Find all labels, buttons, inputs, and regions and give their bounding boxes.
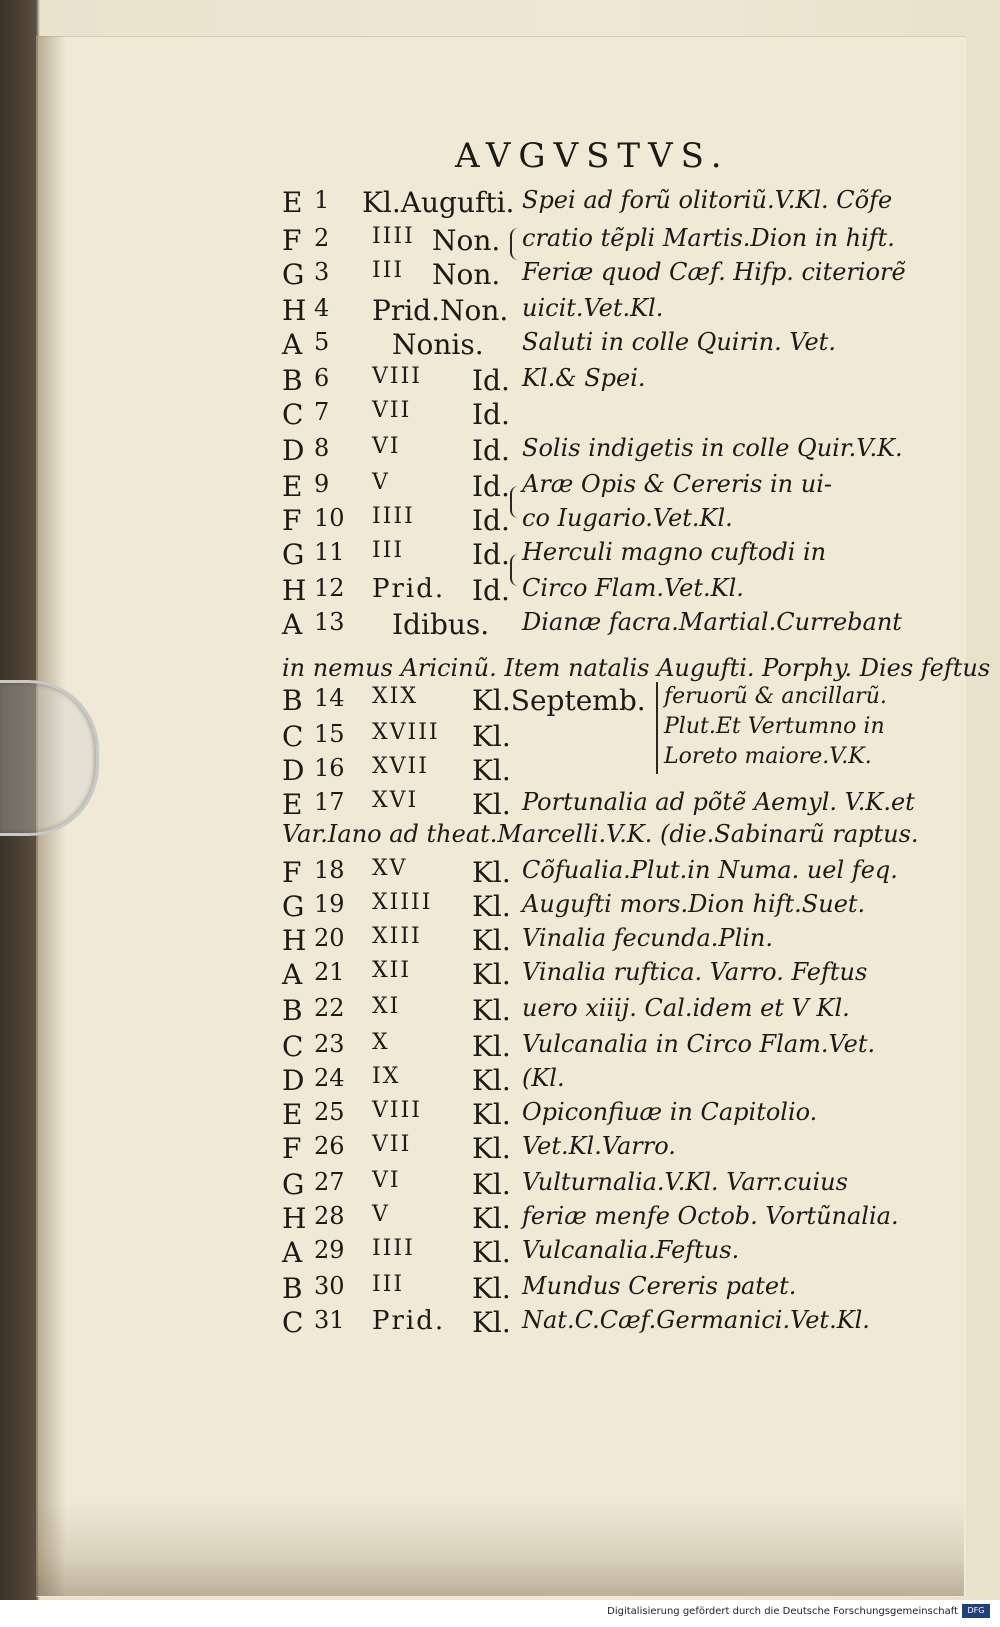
festival-note: Aræ Opis & Cereris in ui-	[522, 470, 832, 498]
roman-count: III	[372, 1272, 405, 1297]
dominical-letter: H	[282, 924, 307, 957]
day-number: 31	[314, 1306, 345, 1334]
day-number: 18	[314, 856, 345, 884]
festival-note: uero xiiij. Cal.idem et V Kl.	[522, 994, 850, 1022]
dominical-letter: B	[282, 1272, 303, 1305]
date-term: Kl.	[472, 1030, 511, 1063]
dominical-letter: F	[282, 856, 302, 889]
festival-note: Nat.C.Cæf.Germanici.Vet.Kl.	[522, 1306, 870, 1334]
day-number: 1	[314, 186, 330, 214]
date-term: Id.	[472, 504, 510, 537]
continuation-line-17: Var.Iano ad theat.Marcelli.V.K. (die.Sabinarũ raptus.	[282, 820, 919, 848]
date-term: Kl.Septemb.	[472, 684, 646, 717]
dominical-letter: H	[282, 294, 307, 327]
date-term: Kl.	[472, 890, 511, 923]
dominical-letter: C	[282, 1030, 304, 1063]
roman-count: VIII	[372, 364, 422, 389]
side-note-line: Loreto maiore.V.K.	[664, 744, 872, 769]
dominical-letter: C	[282, 720, 304, 753]
festival-note: co Iugario.Vet.Kl.	[522, 504, 733, 532]
date-term: Kl.	[472, 958, 511, 991]
roman-count: XI	[372, 994, 401, 1019]
roman-count: IIII	[372, 1236, 415, 1261]
festival-note: (Kl.	[522, 1064, 565, 1092]
day-number: 7	[314, 398, 330, 426]
roman-count: IX	[372, 1064, 401, 1089]
date-term: Kl.	[472, 1168, 511, 1201]
date-term: Kl.	[472, 1306, 511, 1339]
date-term: Kl.	[472, 788, 511, 821]
roman-count: XVI	[372, 788, 419, 813]
brace-mark	[510, 228, 520, 260]
dominical-letter: G	[282, 538, 305, 571]
festival-note: Solis indigetis in colle Quir.V.K.	[522, 434, 903, 462]
day-number: 30	[314, 1272, 345, 1300]
date-term: Non.	[432, 224, 501, 257]
day-number: 5	[314, 328, 330, 356]
date-term: Kl.	[472, 1098, 511, 1131]
day-number: 8	[314, 434, 330, 462]
day-number: 21	[314, 958, 345, 986]
date-term: Kl.	[472, 1236, 511, 1269]
date-term: Kl.	[472, 924, 511, 957]
brace-mark	[510, 554, 520, 586]
roman-count: IIII	[372, 224, 415, 249]
dominical-letter: E	[282, 1098, 303, 1131]
dominical-letter: E	[282, 186, 303, 219]
festival-note: Augufti mors.Dion hift.Suet.	[522, 890, 866, 918]
day-number: 3	[314, 258, 330, 286]
date-term: Id.	[472, 364, 510, 397]
date-term: Kl.	[472, 1064, 511, 1097]
roman-count: VIII	[372, 1098, 422, 1123]
festival-note: Dianæ facra.Martial.Currebant	[522, 608, 902, 636]
day-number: 10	[314, 504, 345, 532]
festival-note: Spei ad forũ olitoriũ.V.Kl. Cõfe	[522, 186, 893, 214]
roman-count: Prid.	[372, 574, 446, 604]
day-number: 19	[314, 890, 345, 918]
festival-note: Kl.& Spei.	[522, 364, 646, 392]
festival-note: cratio tẽpli Martis.Dion in hift.	[522, 224, 895, 252]
day-number: 4	[314, 294, 330, 322]
dominical-letter: F	[282, 504, 302, 537]
day-number: 11	[314, 538, 345, 566]
festival-note: Circo Flam.Vet.Kl.	[522, 574, 744, 602]
roman-count: V	[372, 470, 390, 495]
dominical-letter: E	[282, 788, 303, 821]
side-note-rule	[656, 682, 658, 774]
page-bottom-edge	[36, 1500, 964, 1596]
date-term: Id.	[472, 574, 510, 607]
roman-count: IIII	[372, 504, 415, 529]
continuation-line-13: in nemus Aricinũ. Item natalis Augufti. Porphy. Dies feftus	[282, 654, 991, 682]
roman-count: XIX	[372, 684, 419, 709]
dominical-letter: H	[282, 574, 307, 607]
roman-count: XV	[372, 856, 408, 881]
date-term: Nonis.	[392, 328, 484, 361]
roman-count: VI	[372, 434, 401, 459]
festival-note: Vulcanalia.Feftus.	[522, 1236, 740, 1264]
dominical-letter: F	[282, 1132, 302, 1165]
day-number: 17	[314, 788, 345, 816]
date-term: Kl.	[472, 856, 511, 889]
festival-note: Saluti in colle Quirin. Vet.	[522, 328, 836, 356]
dominical-letter: D	[282, 754, 305, 787]
festival-note: feriæ menfe Octob. Vortũnalia.	[522, 1202, 899, 1230]
dominical-letter: C	[282, 398, 304, 431]
date-term: Id.	[472, 434, 510, 467]
festival-note: Vulturnalia.V.Kl. Varr.cuius	[522, 1168, 848, 1196]
dominical-letter: C	[282, 1306, 304, 1339]
roman-count: Prid.	[372, 1306, 446, 1336]
dominical-letter: A	[282, 608, 303, 641]
date-term: Prid.Non.	[372, 294, 509, 327]
date-term: Kl.Augufti.	[362, 186, 515, 219]
day-number: 9	[314, 470, 330, 498]
festival-note: Vet.Kl.Varro.	[522, 1132, 676, 1160]
date-term: Kl.	[472, 994, 511, 1027]
day-number: 25	[314, 1098, 345, 1126]
roman-count: XII	[372, 958, 412, 983]
dominical-letter: E	[282, 470, 303, 503]
festival-note: Portunalia ad põtẽ Aemyl. V.K.et	[522, 788, 915, 816]
date-term: Kl.	[472, 1132, 511, 1165]
side-note-line: Plut.Et Vertumno in	[664, 714, 885, 739]
date-term: Kl.	[472, 1272, 511, 1305]
festival-note: uicit.Vet.Kl.	[522, 294, 664, 322]
dominical-letter: F	[282, 224, 302, 257]
roman-count: XVIII	[372, 720, 440, 745]
date-term: Kl.	[472, 1202, 511, 1235]
dominical-letter: D	[282, 1064, 305, 1097]
day-number: 22	[314, 994, 345, 1022]
festival-note: Vinalia fecunda.Plin.	[522, 924, 773, 952]
roman-count: XVII	[372, 754, 429, 779]
roman-count: VII	[372, 398, 412, 423]
festival-note: Opiconfiuæ in Capitolio.	[522, 1098, 818, 1126]
roman-count: X	[372, 1030, 390, 1055]
roman-count: VI	[372, 1168, 401, 1193]
day-number: 12	[314, 574, 345, 602]
date-term: Id.	[472, 398, 510, 431]
festival-note: Mundus Cereris patet.	[522, 1272, 797, 1300]
date-term: Non.	[432, 258, 501, 291]
dominical-letter: A	[282, 328, 303, 361]
day-number: 14	[314, 684, 345, 712]
dominical-letter: G	[282, 1168, 305, 1201]
date-term: Id.	[472, 538, 510, 571]
dfg-logo: DFG	[962, 1604, 990, 1618]
footer-credit: Digitalisierung gefördert durch die Deutsche Forschungsgemeinschaft	[607, 1606, 958, 1617]
festival-note: Cõfualia.Plut.in Numa. uel feq.	[522, 856, 898, 884]
day-number: 23	[314, 1030, 345, 1058]
side-note-line: feruorũ & ancillarũ.	[664, 684, 887, 709]
dominical-letter: G	[282, 258, 305, 291]
day-number: 2	[314, 224, 330, 252]
day-number: 6	[314, 364, 330, 392]
dominical-letter: A	[282, 958, 303, 991]
festival-note: Feriæ quod Cæf. Hifp. citeriorẽ	[522, 258, 906, 286]
date-term: Kl.	[472, 754, 511, 787]
day-number: 15	[314, 720, 345, 748]
dominical-letter: B	[282, 684, 303, 717]
roman-count: XIIII	[372, 890, 433, 915]
dominical-letter: B	[282, 994, 303, 1027]
day-number: 27	[314, 1168, 345, 1196]
dominical-letter: G	[282, 890, 305, 923]
roman-count: XIII	[372, 924, 422, 949]
dominical-letter: D	[282, 434, 305, 467]
roman-count: V	[372, 1202, 390, 1227]
roman-count: III	[372, 258, 405, 283]
festival-note: Herculi magno cuftodi in	[522, 538, 827, 566]
day-number: 20	[314, 924, 345, 952]
day-number: 26	[314, 1132, 345, 1160]
day-number: 16	[314, 754, 345, 782]
day-number: 24	[314, 1064, 345, 1092]
dominical-letter: H	[282, 1202, 307, 1235]
dominical-letter: B	[282, 364, 303, 397]
roman-count: VII	[372, 1132, 412, 1157]
dominical-letter: A	[282, 1236, 303, 1269]
date-term: Id.	[472, 470, 510, 503]
date-term: Kl.	[472, 720, 511, 753]
day-number: 13	[314, 608, 345, 636]
day-number: 29	[314, 1236, 345, 1264]
festival-note: Vulcanalia in Circo Flam.Vet.	[522, 1030, 876, 1058]
page-title: AVGVSTVS.	[455, 136, 730, 176]
roman-count: III	[372, 538, 405, 563]
festival-note: Vinalia ruftica. Varro. Feftus	[522, 958, 868, 986]
date-term: Idibus.	[392, 608, 490, 641]
brace-mark	[510, 486, 520, 518]
day-number: 28	[314, 1202, 345, 1230]
